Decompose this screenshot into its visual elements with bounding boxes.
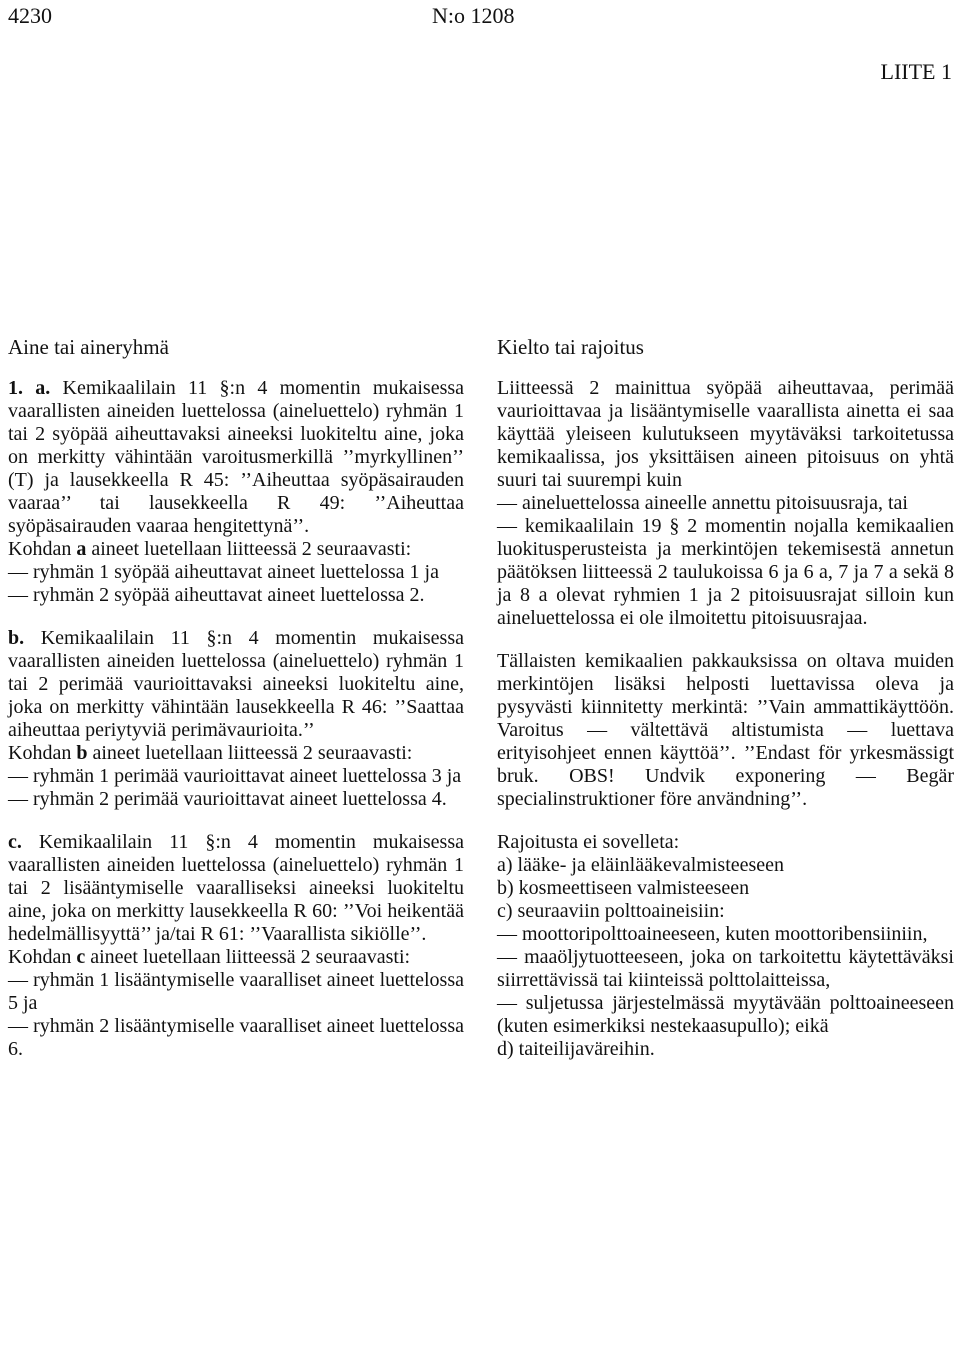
section-c-list-intro <box>8 946 464 969</box>
section-a-paragraph <box>8 377 464 538</box>
exception-c: c) seuraaviin polttoaineisiin: <box>497 900 725 922</box>
section-c-marker: c. <box>8 831 22 853</box>
section-a-text: Kemikaalilain 11 §:n 4 momentin mukaisessa vaarallisten aineiden luettelossa (aineluettelo) ryhmän 1 tai 2 syöpää aiheuttavaksi aineeksi luokiteltu aine, joka on merkitty vähintään varoitusmerkillä ’’myrkyllinen’’ (T) ja lausekkeella R 45: ’’Aiheuttaa syöpäsairauden vaaraa’’ tai lausekkeella R 49: ’’Aiheuttaa syöpäsairauden vaaraa hengitettynä’’. <box>8 377 465 537</box>
left-column-heading: Aine tai aineryhmä <box>8 335 169 359</box>
exception-c-item-1: — moottoripolttoaineeseen, kuten moottoribensiiniin, <box>497 923 928 945</box>
exception-c-item-2: — maaöljytuotteeseen, joka on tarkoitettu käytettäväksi siirrettävissä tai kiinteissä polttolaitteissa, <box>497 946 954 991</box>
exception-d: d) taiteilijaväreihin. <box>497 1038 655 1060</box>
issue-number: N:o 1208 <box>432 3 515 28</box>
restriction-item-2: — kemikaalilain 19 § 2 momentin nojalla kemikaalien luokitusperusteista ja merkintöjen tekemisestä annetun päätöksen liitteessä 2 taulukoissa 6 ja 6 a, 7 ja 7 a sekä 8 ja 8 a olevat ryhmien 1 ja 2 pitoisuusrajat silloin kun aineluettelossa ei ole ilmoitettu pitoisuusrajaa. <box>497 515 954 629</box>
exception-a: a) lääke- ja eläinlääkevalmisteeseen <box>497 854 785 876</box>
list-intro-pre: Kohdan <box>8 538 72 560</box>
section-b-marker: b. <box>8 627 25 649</box>
exceptions-intro: Rajoitusta ei sovelleta: <box>497 831 680 853</box>
restriction-text: Liitteessä 2 mainittua syöpää aiheuttavaa, perimää vaurioittavaa ja lisääntymiselle vaarallista ainetta ei saa käyttää yleiseen kulutukseen myytäväksi tarkoitetussa kemikaalissa, jos yksittäisen aineen pitoisuus on yhtä suuri tai suurempi kuin <box>497 377 954 491</box>
section-a-item-1: — ryhmän 1 syöpää aiheuttavat aineet luettelossa 1 ja <box>8 561 439 583</box>
section-b-list-intro <box>8 742 464 765</box>
left-column <box>8 336 464 1081</box>
exception-b: b) kosmeettiseen valmisteeseen <box>497 877 750 899</box>
restriction-block <box>497 377 954 630</box>
section-b-text: Kemikaalilain 11 §:n 4 momentin mukaisessa vaarallisten aineiden luettelossa (aineluettelo) ryhmän 1 tai 2 perimää vaurioittavaksi aineeksi luokiteltu aine, joka on merkitty vähintään lausekkeella R 46: ’’Saattaa aiheuttaa periytyviä perimävaurioita.’’ <box>8 627 464 741</box>
list-intro-post: aineet luetellaan liitteessä 2 seuraavasti: <box>92 742 413 764</box>
section-a <box>8 377 464 607</box>
section-a-item-2: — ryhmän 2 syöpää aiheuttavat aineet luettelossa 2. <box>8 584 425 606</box>
section-c <box>8 831 464 1061</box>
section-c-item-1: — ryhmän 1 lisääntymiselle vaaralliset aineet luettelossa 5 ja <box>8 969 464 1014</box>
section-b-paragraph <box>8 627 464 742</box>
list-intro-post: aineet luetellaan liitteessä 2 seuraavasti: <box>90 946 411 968</box>
section-c-text: Kemikaalilain 11 §:n 4 momentin mukaisessa vaarallisten aineiden luettelossa (aineluettelo) ryhmän 1 tai 2 lisääntymiselle vaaralliseksi aineeksi luokiteltu aine, joka on merkitty lausekkeella R 60: ’’Voi heikentää hedelmällisyyttä’’ ja/tai R 61: ’’Vaarallista sikiölle’’. <box>8 831 464 945</box>
right-column-heading: Kielto tai rajoitus <box>497 335 644 359</box>
list-intro-pre: Kohdan <box>8 946 72 968</box>
list-intro-letter: c <box>76 946 86 968</box>
exceptions-block <box>497 831 954 1061</box>
list-intro-letter: a <box>76 538 87 560</box>
list-intro-pre: Kohdan <box>8 742 72 764</box>
section-c-item-2: — ryhmän 2 lisääntymiselle vaaralliset aineet luettelossa 6. <box>8 1015 464 1060</box>
labelling-block <box>497 650 954 811</box>
section-a-list-intro <box>8 538 464 561</box>
restriction-item-1: — aineluettelossa aineelle annettu pitoisuusraja, tai <box>497 492 908 514</box>
section-b-item-1: — ryhmän 1 perimää vaurioittavat aineet luettelossa 3 ja <box>8 765 462 787</box>
labelling-text: Tällaisten kemikaalien pakkauksissa on oltava muiden merkintöjen lisäksi helposti luettavissa oleva ja pysyvästi kiinnitetty merkintä: ’’Vain ammattikäyttöön. Varoitus — vältettävä altistumista — luettava erityisohjeet ennen käyttöä’’. ’’Endast för yrkesmässigt bruk. OBS! Undvik exponering — Begär specialinstruktioner före användning’’. <box>497 650 954 810</box>
section-b-item-2: — ryhmän 2 perimää vaurioittavat aineet luettelossa 4. <box>8 788 447 810</box>
appendix-label: LIITE 1 <box>880 59 952 84</box>
list-intro-letter: b <box>76 742 88 764</box>
section-b <box>8 627 464 811</box>
list-intro-post: aineet luetellaan liitteessä 2 seuraavasti: <box>91 538 412 560</box>
page-number: 4230 <box>8 3 52 28</box>
section-a-marker: 1. a. <box>8 377 51 399</box>
section-c-paragraph <box>8 831 464 946</box>
exception-c-item-3: — suljetussa järjestelmässä myytävään polttoaineeseen (kuten esimerkiksi nestekaasupullo); eikä <box>497 992 954 1037</box>
right-column <box>497 336 954 1081</box>
